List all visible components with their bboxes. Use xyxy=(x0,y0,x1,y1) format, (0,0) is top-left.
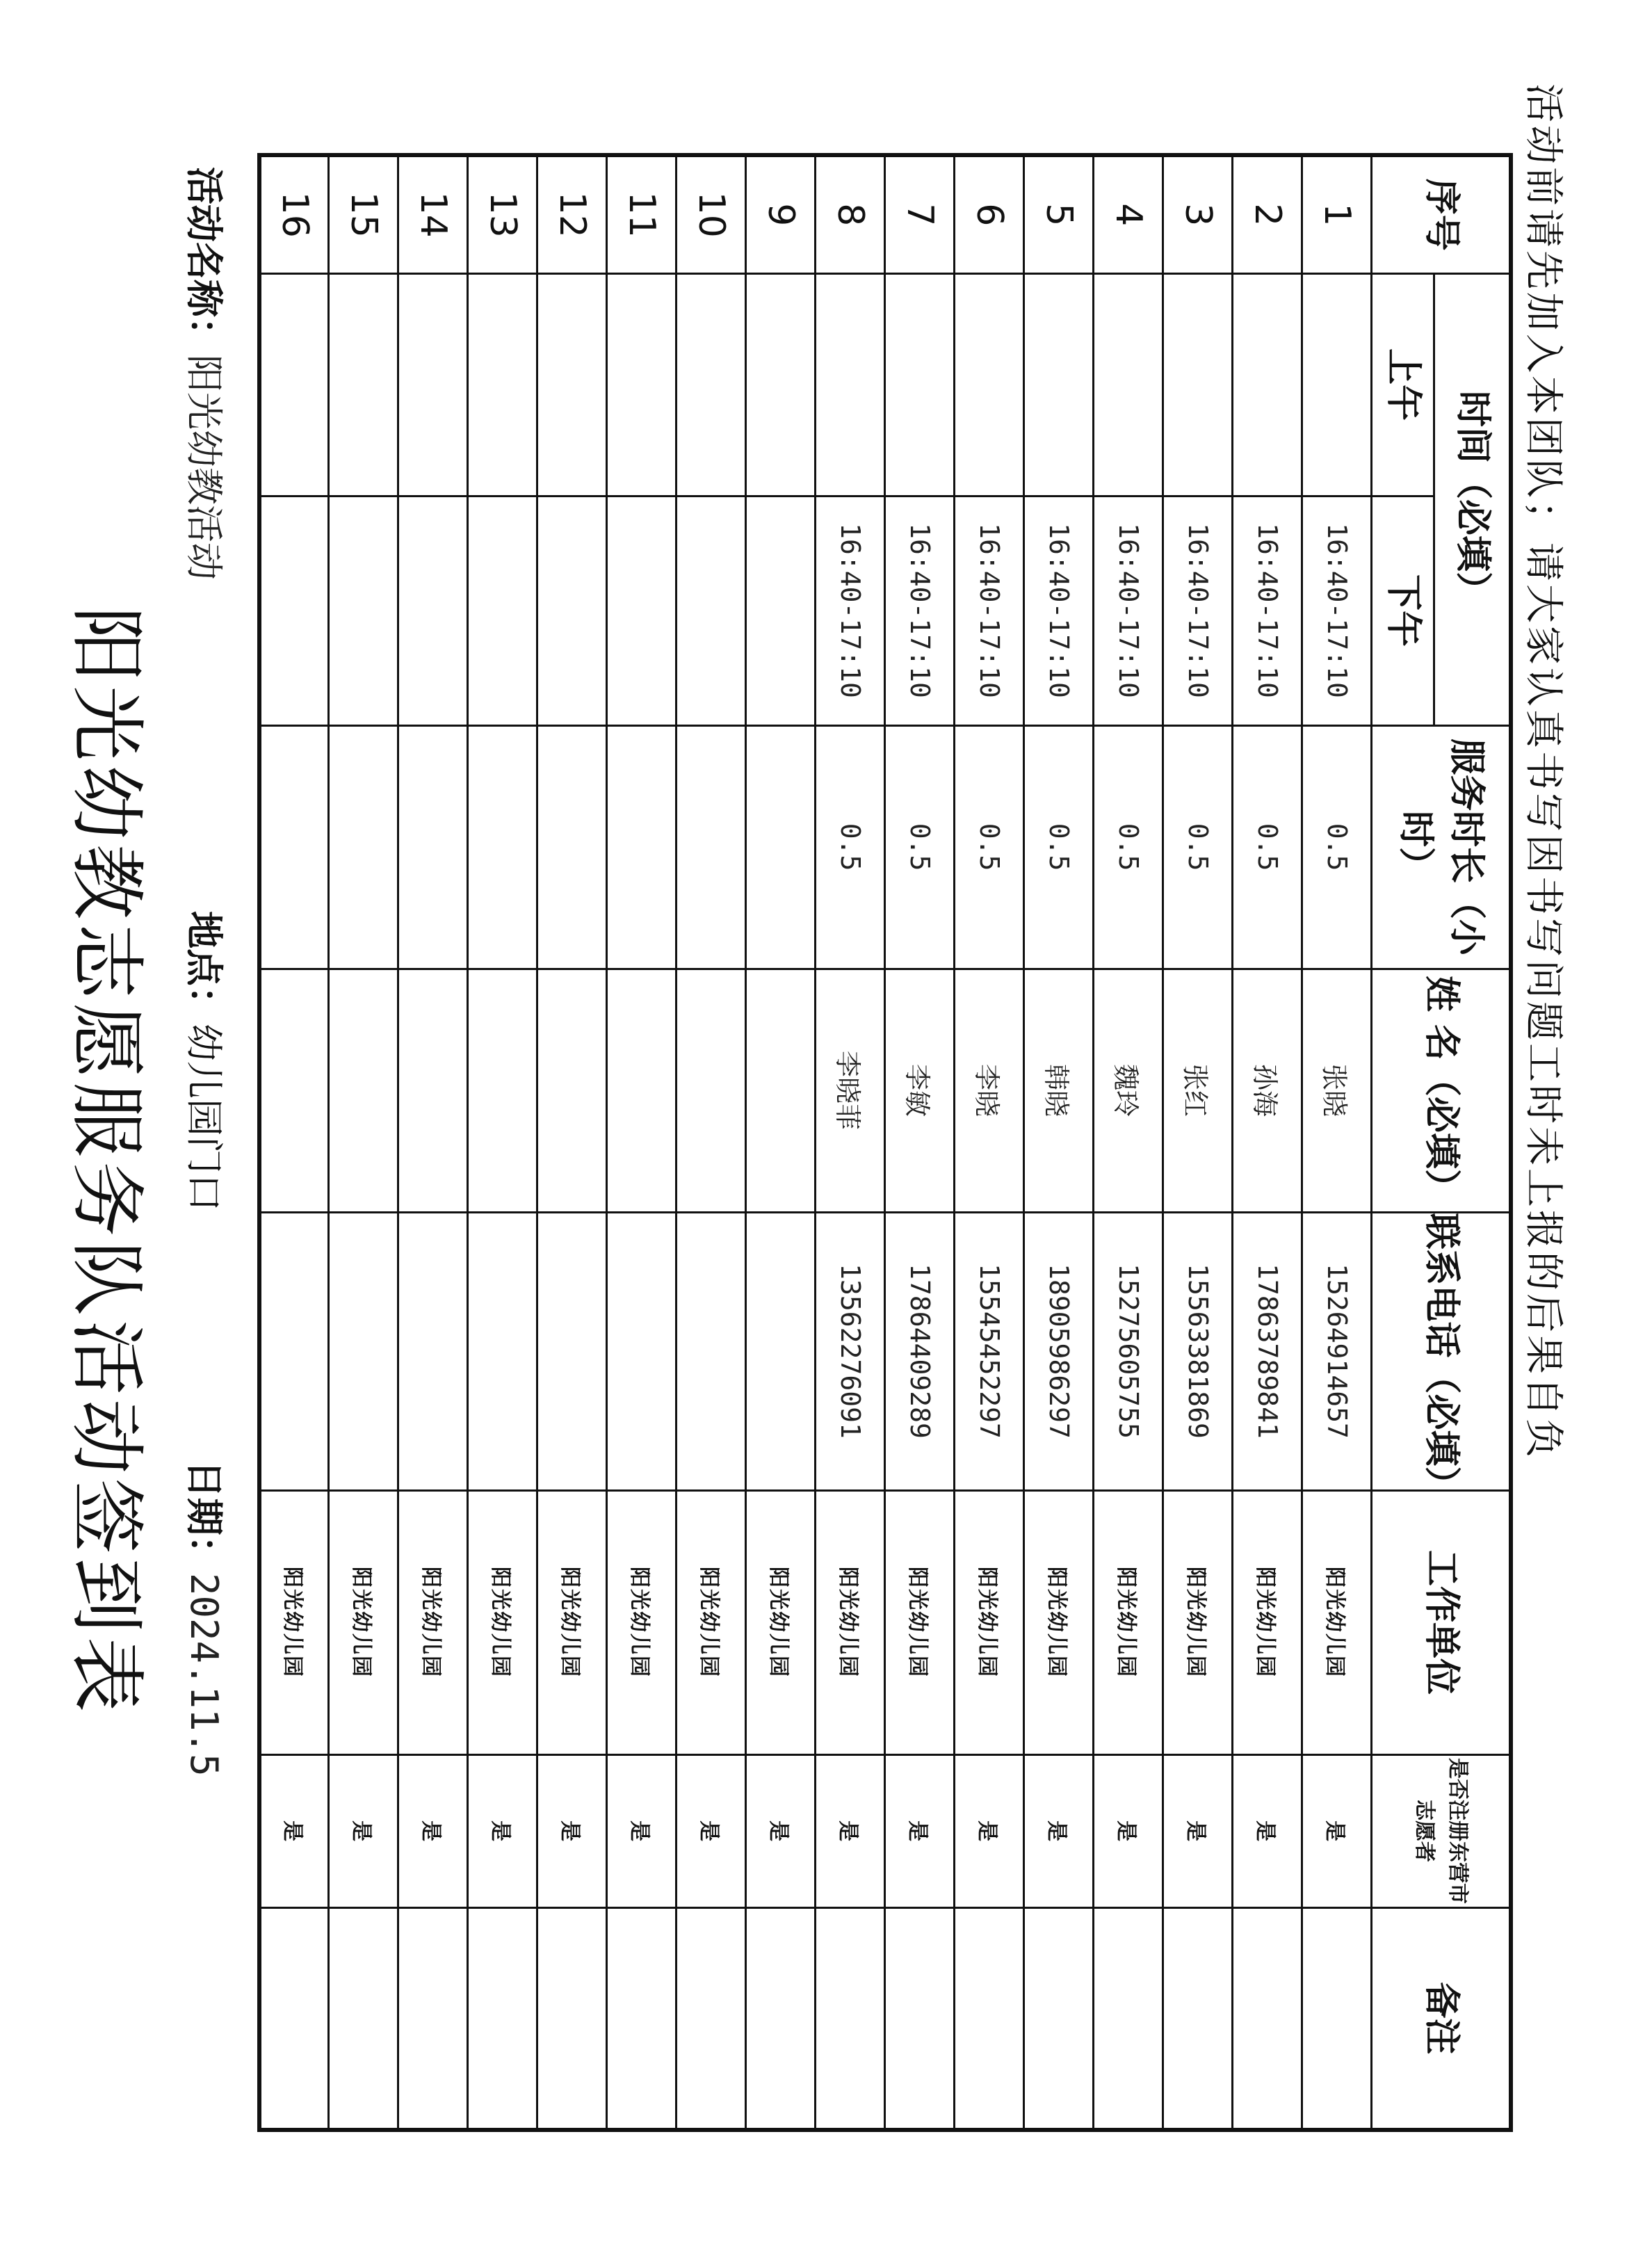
row-remark xyxy=(537,1907,607,2130)
col-unit: 工作单位 xyxy=(1372,1490,1511,1754)
row-phone xyxy=(398,1212,468,1490)
row-remark xyxy=(816,1907,885,2130)
row-name: 魏玲 xyxy=(1094,969,1163,1212)
row-registered: 是 xyxy=(398,1754,468,1907)
row-phone: 15545452297 xyxy=(955,1212,1024,1490)
col-time: 时间（必填） xyxy=(1434,273,1511,725)
row-am xyxy=(1302,273,1372,496)
row-duration: 0.5 xyxy=(1302,725,1372,969)
row-am xyxy=(468,273,537,496)
row-remark xyxy=(607,1907,677,2130)
date-label: 日期： xyxy=(182,1460,226,1573)
row-registered: 是 xyxy=(1024,1754,1094,1907)
col-phone: 联系电话（必填） xyxy=(1372,1212,1511,1490)
row-pm: 16:40-17:10 xyxy=(1302,496,1372,725)
row-seq: 9 xyxy=(746,155,816,273)
row-unit: 阳光幼儿园 xyxy=(537,1490,607,1754)
row-registered: 是 xyxy=(955,1754,1024,1907)
row-registered: 是 xyxy=(329,1754,398,1907)
sign-in-table xyxy=(257,153,1513,2132)
table-row xyxy=(329,155,398,2130)
row-unit: 阳光幼儿园 xyxy=(1302,1490,1372,1754)
row-phone xyxy=(329,1212,398,1490)
row-am xyxy=(398,273,468,496)
row-remark xyxy=(885,1907,955,2130)
row-unit: 阳光幼儿园 xyxy=(468,1490,537,1754)
activity-label: 活动名称： xyxy=(182,167,226,355)
row-pm: 16:40-17:10 xyxy=(1233,496,1302,725)
col-registered: 是否注册东营市志愿者 xyxy=(1372,1754,1511,1907)
row-unit: 阳光幼儿园 xyxy=(1233,1490,1302,1754)
row-am xyxy=(816,273,885,496)
row-registered: 是 xyxy=(885,1754,955,1907)
row-remark xyxy=(1163,1907,1233,2130)
col-duration: 服务时长（小时） xyxy=(1372,725,1511,969)
footer-note: 活动前请先加入本团队；请大家认真书写因书写问题工时未上报的后果自负 xyxy=(1521,83,1566,1460)
row-am xyxy=(746,273,816,496)
row-seq: 6 xyxy=(955,155,1024,273)
row-registered: 是 xyxy=(537,1754,607,1907)
row-name xyxy=(468,969,537,1212)
table-row xyxy=(1163,155,1233,2130)
activity-value: 阳光幼教活动 xyxy=(182,355,226,580)
row-name xyxy=(398,969,468,1212)
row-pm xyxy=(468,496,537,725)
row-unit: 阳光幼儿园 xyxy=(607,1490,677,1754)
row-remark xyxy=(398,1907,468,2130)
row-seq: 7 xyxy=(885,155,955,273)
row-seq: 15 xyxy=(329,155,398,273)
table-row xyxy=(816,155,885,2130)
table-row xyxy=(1302,155,1372,2130)
row-phone xyxy=(677,1212,746,1490)
row-duration xyxy=(398,725,468,969)
row-unit: 阳光幼儿园 xyxy=(398,1490,468,1754)
row-am xyxy=(1233,273,1302,496)
row-am xyxy=(1024,273,1094,496)
table-body xyxy=(259,155,1372,2130)
row-pm: 16:40-17:10 xyxy=(816,496,885,725)
row-name: 孙海 xyxy=(1233,969,1302,1212)
row-pm xyxy=(607,496,677,725)
row-name: 张晓 xyxy=(1302,969,1372,1212)
row-name: 韩晓 xyxy=(1024,969,1094,1212)
row-seq: 14 xyxy=(398,155,468,273)
row-phone xyxy=(468,1212,537,1490)
row-name: 李晓菲 xyxy=(816,969,885,1212)
row-seq: 5 xyxy=(1024,155,1094,273)
location-label: 地点： xyxy=(182,911,226,1024)
row-am xyxy=(259,273,329,496)
table-row xyxy=(537,155,607,2130)
table-row xyxy=(885,155,955,2130)
row-duration: 0.5 xyxy=(1233,725,1302,969)
row-seq: 16 xyxy=(259,155,329,273)
col-seq: 序号 xyxy=(1372,155,1511,273)
row-seq: 8 xyxy=(816,155,885,273)
row-name: 李敏 xyxy=(885,969,955,1212)
row-remark xyxy=(746,1907,816,2130)
row-remark xyxy=(1233,1907,1302,2130)
row-registered: 是 xyxy=(1302,1754,1372,1907)
row-pm: 16:40-17:10 xyxy=(1094,496,1163,725)
row-duration xyxy=(537,725,607,969)
row-name xyxy=(259,969,329,1212)
row-unit: 阳光幼儿园 xyxy=(885,1490,955,1754)
row-duration xyxy=(677,725,746,969)
row-pm xyxy=(537,496,607,725)
row-pm xyxy=(259,496,329,725)
row-duration: 0.5 xyxy=(816,725,885,969)
table-row xyxy=(677,155,746,2130)
row-phone: 15275605755 xyxy=(1094,1212,1163,1490)
row-name xyxy=(746,969,816,1212)
row-name xyxy=(329,969,398,1212)
row-pm xyxy=(398,496,468,725)
row-phone xyxy=(746,1212,816,1490)
table-row xyxy=(259,155,329,2130)
row-seq: 3 xyxy=(1163,155,1233,273)
table-row xyxy=(746,155,816,2130)
table-row xyxy=(607,155,677,2130)
row-registered: 是 xyxy=(816,1754,885,1907)
row-phone xyxy=(607,1212,677,1490)
row-registered: 是 xyxy=(1163,1754,1233,1907)
row-registered: 是 xyxy=(607,1754,677,1907)
page-title: 阳光幼教志愿服务队活动签到表 xyxy=(63,606,149,1716)
row-unit: 阳光幼儿园 xyxy=(1094,1490,1163,1754)
row-duration: 0.5 xyxy=(955,725,1024,969)
row-unit: 阳光幼儿园 xyxy=(816,1490,885,1754)
row-remark xyxy=(468,1907,537,2130)
row-unit: 阳光幼儿园 xyxy=(955,1490,1024,1754)
row-duration xyxy=(746,725,816,969)
row-registered: 是 xyxy=(746,1754,816,1907)
row-duration: 0.5 xyxy=(1163,725,1233,969)
row-remark xyxy=(329,1907,398,2130)
row-seq: 1 xyxy=(1302,155,1372,273)
row-pm: 16:40-17:10 xyxy=(1163,496,1233,725)
date-field xyxy=(180,1460,234,1777)
row-remark xyxy=(1024,1907,1094,2130)
location-value: 幼儿园门口 xyxy=(182,1024,226,1211)
row-unit: 阳光幼儿园 xyxy=(259,1490,329,1754)
row-phone: 18905986297 xyxy=(1024,1212,1094,1490)
row-name xyxy=(537,969,607,1212)
table-row xyxy=(955,155,1024,2130)
row-am xyxy=(955,273,1024,496)
row-registered: 是 xyxy=(677,1754,746,1907)
row-duration: 0.5 xyxy=(1094,725,1163,969)
row-phone: 17864409289 xyxy=(885,1212,955,1490)
row-registered: 是 xyxy=(468,1754,537,1907)
row-registered: 是 xyxy=(259,1754,329,1907)
row-duration xyxy=(468,725,537,969)
row-duration: 0.5 xyxy=(885,725,955,969)
row-unit: 阳光幼儿园 xyxy=(746,1490,816,1754)
row-remark xyxy=(1094,1907,1163,2130)
row-name xyxy=(677,969,746,1212)
row-remark xyxy=(955,1907,1024,2130)
row-am xyxy=(329,273,398,496)
row-remark xyxy=(259,1907,329,2130)
row-duration xyxy=(329,725,398,969)
header-row xyxy=(1434,155,1511,2130)
row-pm xyxy=(746,496,816,725)
row-duration xyxy=(607,725,677,969)
row-am xyxy=(1163,273,1233,496)
row-phone: 15563381869 xyxy=(1163,1212,1233,1490)
row-name: 张红 xyxy=(1163,969,1233,1212)
row-unit: 阳光幼儿园 xyxy=(1024,1490,1094,1754)
row-phone: 15264914657 xyxy=(1302,1212,1372,1490)
row-unit: 阳光幼儿园 xyxy=(677,1490,746,1754)
table-row xyxy=(1094,155,1163,2130)
row-seq: 2 xyxy=(1233,155,1302,273)
row-registered: 是 xyxy=(1233,1754,1302,1907)
table-row xyxy=(1024,155,1094,2130)
row-duration: 0.5 xyxy=(1024,725,1094,969)
row-name xyxy=(607,969,677,1212)
row-pm: 16:40-17:10 xyxy=(885,496,955,725)
table-row xyxy=(468,155,537,2130)
row-am xyxy=(1094,273,1163,496)
row-pm: 16:40-17:10 xyxy=(955,496,1024,725)
row-duration xyxy=(259,725,329,969)
row-am xyxy=(885,273,955,496)
date-value: 2024.11.5 xyxy=(182,1573,226,1777)
row-phone xyxy=(537,1212,607,1490)
col-am: 上午 xyxy=(1372,273,1434,496)
row-phone: 17863789841 xyxy=(1233,1212,1302,1490)
row-pm xyxy=(677,496,746,725)
row-phone xyxy=(259,1212,329,1490)
row-pm: 16:40-17:10 xyxy=(1024,496,1094,725)
row-am xyxy=(607,273,677,496)
row-seq: 12 xyxy=(537,155,607,273)
row-am xyxy=(677,273,746,496)
row-seq: 4 xyxy=(1094,155,1163,273)
table-row xyxy=(398,155,468,2130)
col-remark: 备注 xyxy=(1372,1907,1511,2130)
row-pm xyxy=(329,496,398,725)
row-remark xyxy=(1302,1907,1372,2130)
location-field xyxy=(180,911,234,1211)
row-name: 李晓 xyxy=(955,969,1024,1212)
row-seq: 13 xyxy=(468,155,537,273)
row-am xyxy=(537,273,607,496)
row-unit: 阳光幼儿园 xyxy=(1163,1490,1233,1754)
col-pm: 下午 xyxy=(1372,496,1434,725)
col-name: 姓 名（必填） xyxy=(1372,969,1511,1212)
row-phone: 13562276091 xyxy=(816,1212,885,1490)
row-seq: 11 xyxy=(607,155,677,273)
row-unit: 阳光幼儿园 xyxy=(329,1490,398,1754)
row-registered: 是 xyxy=(1094,1754,1163,1907)
row-seq: 10 xyxy=(677,155,746,273)
row-remark xyxy=(677,1907,746,2130)
activity-field xyxy=(180,167,234,580)
table-row xyxy=(1233,155,1302,2130)
